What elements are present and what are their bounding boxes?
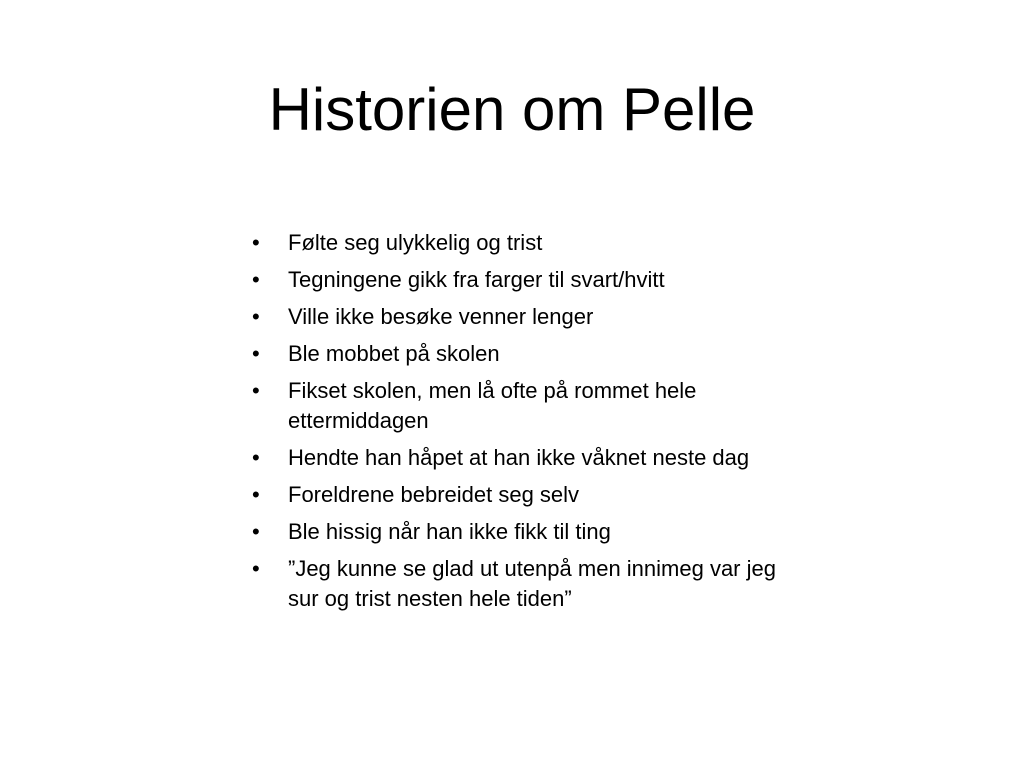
bullet-icon: • (252, 378, 260, 403)
bullet-icon: • (252, 304, 260, 329)
bullet-text: Hendte han håpet at han ikke våknet neste dag (288, 445, 750, 470)
list-item (250, 480, 790, 510)
list-item (250, 265, 790, 295)
list-item (250, 228, 790, 258)
bullet-icon: • (252, 519, 260, 544)
bullet-text: Ville ikke besøke venner lenger (288, 304, 594, 329)
bullet-text: Ble mobbet på skolen (288, 341, 500, 366)
bullet-text: Tegningene gikk fra farger til svart/hvitt (288, 267, 665, 292)
list-item (250, 302, 790, 332)
bullet-text: ”Jeg kunne se glad ut utenpå men innimeg var jeg sur og trist nesten hele tiden” (288, 556, 776, 611)
list-item (250, 376, 790, 436)
bullet-icon: • (252, 267, 260, 292)
bullet-list (250, 228, 790, 621)
bullet-icon: • (252, 482, 260, 507)
bullet-text: Følte seg ulykkelig og trist (288, 230, 543, 255)
list-item (250, 554, 790, 614)
bullet-icon: • (252, 230, 260, 255)
slide-title: Historien om Pelle (268, 76, 756, 143)
bullet-text: Fikset skolen, men lå ofte på rommet hele ettermiddagen (288, 378, 697, 433)
bullet-text: Ble hissig når han ikke fikk til ting (288, 519, 611, 544)
list-item (250, 339, 790, 369)
bullet-icon: • (252, 341, 260, 366)
list-item (250, 517, 790, 547)
bullet-icon: • (252, 556, 260, 581)
bullet-icon: • (252, 445, 260, 470)
list-item (250, 443, 790, 473)
bullet-text: Foreldrene bebreidet seg selv (288, 482, 580, 507)
